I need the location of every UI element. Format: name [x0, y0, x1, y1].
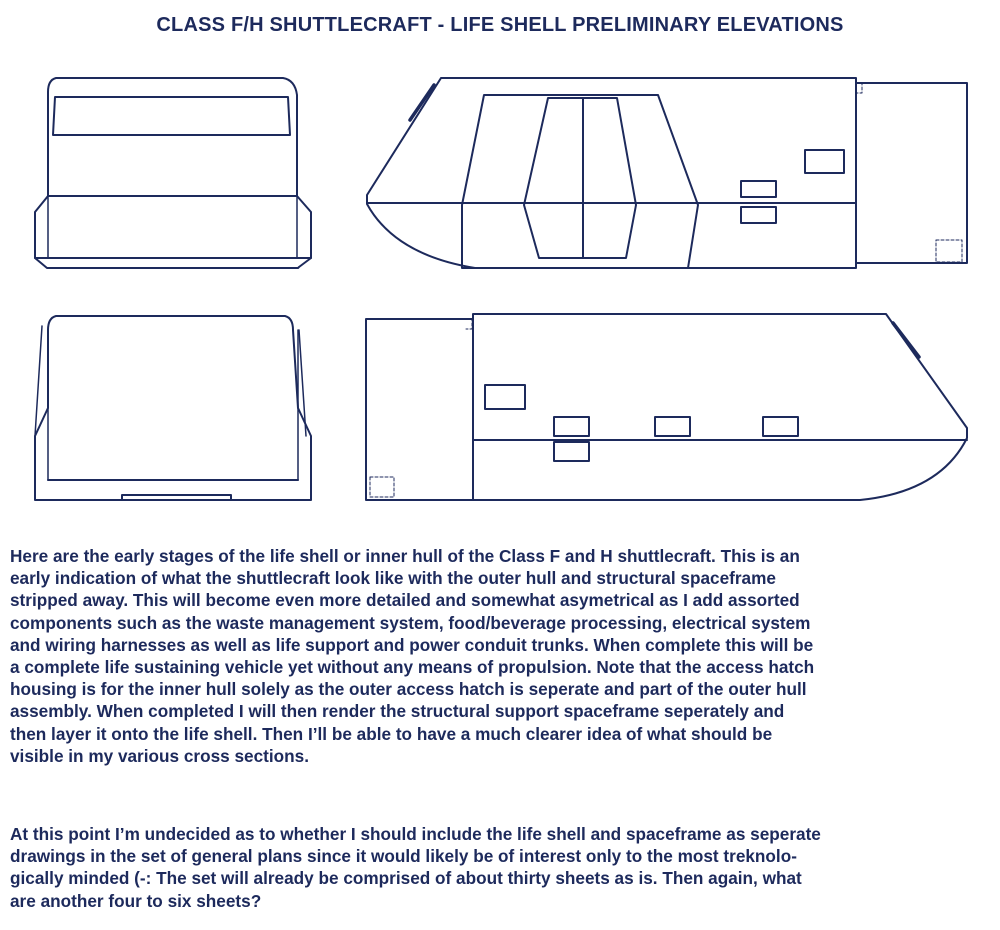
stbd-panel-low [554, 442, 589, 461]
port-hull-outline [367, 78, 856, 268]
port-hatch-housing [462, 95, 698, 268]
port-panel-low [741, 207, 776, 223]
stbd-nose-chine [893, 323, 919, 357]
stbd-panel-2 [655, 417, 690, 436]
paragraph-line: components such as the waste management system, food/beverage processing, electrical system [10, 612, 811, 633]
paragraph-line: and wiring harnesses as well as life support and power conduit trunks. When complete this will be [10, 634, 814, 655]
stbd-dashed-corner-bottom [370, 477, 394, 497]
stbd-panel-3 [763, 417, 798, 436]
paragraph-line: At this point I’m undecided as to whether I should include the life shell and spaceframe as seperate [10, 824, 821, 844]
rear-outline [35, 316, 311, 500]
stbd-dashed-corner-top [466, 319, 472, 329]
sheet-title: CLASS F/H SHUTTLECRAFT - LIFE SHELL PRELIMINARY ELEVATIONS [156, 14, 844, 36]
front-outline [35, 78, 311, 268]
rear-elevation [35, 316, 311, 500]
stbd-hull-outline [473, 314, 967, 500]
paragraph-line: assembly. When completed I will then render the structural support spaceframe seperately and [10, 701, 785, 722]
paragraph-line: visible in my various cross sections. [10, 745, 310, 766]
description-paragraph-1 [10, 545, 995, 767]
paragraph-line: Here are the early stages of the life shell or inner hull of the Class F and H shuttlecraft. This is an [10, 546, 800, 566]
front-elevation [35, 78, 311, 268]
paragraph-line: stripped away. This will become even more detailed and somewhat asymetrical as I add assorted [10, 590, 800, 611]
front-window [53, 97, 290, 135]
port-panel-upper [805, 150, 844, 173]
port-aft-module [856, 83, 967, 263]
rear-bevel-right [299, 330, 306, 436]
port-hatch-door [524, 98, 636, 258]
stbd-aft-module [366, 319, 473, 500]
stbd-panel-1 [554, 417, 589, 436]
port-panel-mid [741, 181, 776, 197]
paragraph-line: then layer it onto the life shell. Then I’ll be able to have a much clearer idea of what should be [10, 723, 773, 744]
paragraph-line: gically minded (-: The set will already be comprised of about thirty sheets as is. Then again, what [10, 868, 802, 889]
paragraph-line: are another four to six sheets? [10, 890, 262, 911]
stbd-panel-upper [485, 385, 525, 409]
paragraph-line: early indication of what the shuttlecraft look like with the outer hull and structural spaceframe [10, 568, 776, 589]
port-side-elevation [367, 78, 967, 268]
rear-bevel-left [35, 326, 42, 436]
paragraph-line: drawings in the set of general plans since it would likely be of interest only to the most treknolo- [10, 846, 797, 867]
paragraph-line: housing is for the inner hull solely as the outer access hatch is seperate and part of the outer hull [10, 679, 807, 700]
paragraph-line: a complete life sustaining vehicle yet without any means of propulsion. Note that the access hatch [10, 657, 815, 678]
port-dashed-corner-bottom [936, 240, 962, 262]
starboard-side-elevation [366, 314, 967, 500]
port-nose-chine [410, 85, 434, 120]
description-paragraph-2 [10, 823, 995, 912]
